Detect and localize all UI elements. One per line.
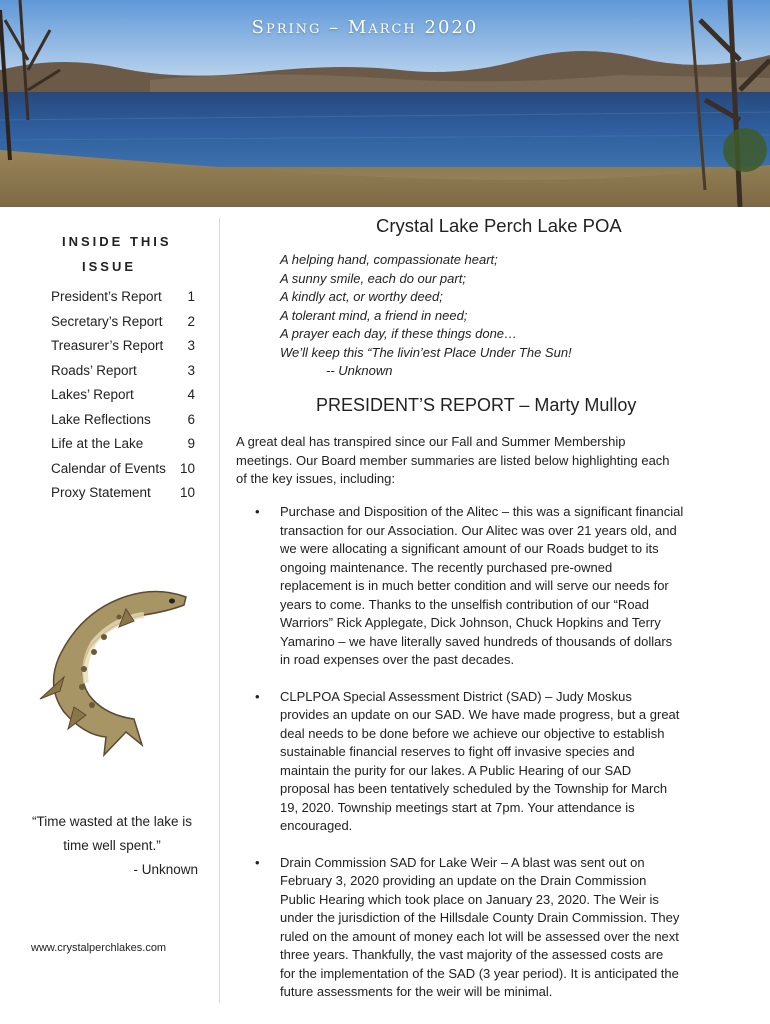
bullet-line: CLPLPOA Special Assessment District (SAD) – Judy Moskus: [280, 688, 632, 704]
report-title: PRESIDENT’S REPORT – Marty Mulloy: [316, 395, 637, 415]
bullet-line: ongoing maintenance. The recently purchased pre-owned: [280, 559, 613, 575]
toc-title: Secretary’s Report: [51, 313, 163, 329]
toc-page: 2: [187, 313, 195, 329]
toc-title: Proxy Statement: [51, 485, 151, 500]
website-url: www.crystalperchlakes.com: [31, 942, 167, 954]
toc-row: [51, 363, 201, 388]
bullet-dot-icon: •: [255, 854, 260, 870]
toc-row: [51, 485, 201, 510]
toc-row: [51, 461, 201, 486]
toc-title: Calendar of Events: [51, 460, 166, 476]
bullet-line: deal needs to be done before we achieve our objective to establish: [280, 725, 665, 741]
bullet-line: proposal has been tentatively scheduled by the Township for March: [280, 781, 668, 796]
bullet-line: years to come. Thanks to the unselfish contribution of our “Road: [280, 596, 650, 612]
toc-row: [51, 387, 201, 412]
bullet-line: for the implementation of the SAD (3 year period). It is anticipated the: [280, 965, 679, 981]
poem-line: We’ll keep this “The livin’est Place Under The Sun!: [280, 344, 572, 360]
bullet-line: transaction for our Association. Our Alitec was over 21 years old, and: [280, 522, 677, 538]
toc-title: Treasurer’s Report: [51, 338, 164, 353]
org-title: Crystal Lake Perch Lake POA: [376, 215, 622, 236]
bullet-line: ruled on the amount of money each lot will be assessed over the next: [280, 928, 679, 944]
pike-fish-illustration: [34, 587, 192, 759]
toc-title: Life at the Lake: [51, 436, 144, 451]
bullet-line: in road expenses over the past decades.: [280, 652, 515, 667]
inside-this-issue-heading: [62, 229, 212, 279]
poem: [280, 251, 572, 381]
bullet-line: three years. Thankfully, the vast majority of the assessed costs are: [280, 947, 664, 962]
toc-row: [51, 338, 201, 363]
toc-title: Roads’ Report: [51, 362, 137, 378]
poem-line: A sunny smile, each do our part;: [280, 270, 466, 286]
bullet-line: under the jurisdiction of the Hillsdale County Drain Commission. They: [280, 910, 680, 925]
sidebar: [0, 207, 220, 1024]
bullet-line: February 3, 2020 providing an update on the Drain Commission: [280, 873, 647, 888]
bullet-line: encouraged.: [280, 818, 353, 833]
table-of-contents: [51, 289, 201, 510]
toc-title: President’s Report: [51, 289, 162, 304]
bullet-item: [236, 688, 716, 836]
toc-row: [51, 289, 201, 314]
toc-page: 10: [179, 460, 195, 476]
poem-line: A tolerant mind, a friend in need;: [280, 307, 468, 323]
quote-line1: “Time wasted at the lake is: [31, 814, 193, 829]
bullet-line: maintain the purity for our lakes. A Public Hearing of our SAD: [280, 762, 632, 778]
bullet-line: replacement is in much better condition and will serve our needs for: [280, 578, 669, 593]
quote-line2: time well spent.”: [63, 838, 161, 853]
toc-page: 10: [179, 485, 195, 500]
toc-row: [51, 412, 201, 437]
bullet-dot-icon: •: [255, 688, 260, 704]
bullet-item: [236, 854, 716, 1002]
bullet-line: Purchase and Disposition of the Alitec – this was a significant financial: [280, 504, 684, 519]
bullet-item: [236, 503, 716, 670]
toc-page: 4: [187, 387, 195, 402]
toc-row: [51, 314, 201, 339]
report-intro: [236, 433, 716, 489]
poem-attribution: -- Unknown: [326, 363, 393, 378]
bullet-line: sustainable financial reserves to fight off invasive species and: [280, 744, 635, 759]
sidebar-quote: [24, 810, 200, 882]
intro-line: A great deal has transpired since our Fall and Summer Membership: [236, 434, 626, 449]
toc-page: 3: [187, 338, 195, 353]
intro-line: meetings. Our Board member summaries are listed below highlighting each: [236, 452, 670, 468]
quote-attribution: - Unknown: [133, 862, 198, 877]
toc-page: 9: [187, 436, 195, 451]
intro-line: of the key issues, including:: [236, 471, 395, 486]
toc-title: Lakes’ Report: [51, 387, 134, 402]
bullet-line: future assessments for the weir will be minimal.: [280, 984, 553, 999]
toc-title: Lake Reflections: [51, 411, 151, 427]
column-divider: [219, 218, 220, 1003]
report-bullets: [236, 503, 716, 1002]
toc-page: 6: [187, 411, 195, 427]
toc-page: 3: [187, 362, 195, 378]
bullet-line: 19, 2020. Township meetings start at 7pm. Your attendance is: [280, 799, 635, 815]
poem-line: A prayer each day, if these things done…: [280, 326, 518, 341]
lake-banner-photo: [0, 0, 770, 207]
bullet-line: Public Hearing which took place on January 23, 2020. The Weir is: [280, 891, 659, 907]
bullet-line: Drain Commission SAD for Lake Weir – A blast was sent out on: [280, 854, 645, 870]
poem-line: A helping hand, compassionate heart;: [280, 252, 498, 267]
toc-page: 1: [187, 289, 195, 304]
poem-line: A kindly act, or worthy deed;: [280, 289, 443, 304]
bullet-line: Warriors” Rick Applegate, Dick Johnson, Chuck Hopkins and Terry: [280, 615, 661, 630]
issue-title: Spring – March 2020: [251, 17, 479, 38]
bullet-line: we were allocating a significant amount of our Roads budget to its: [280, 541, 659, 556]
bullet-dot-icon: •: [255, 504, 260, 519]
inside-title-line2: ISSUE: [82, 259, 137, 274]
bullet-line: Yamarino – we have literally saved hundreds of thousands of dollars: [280, 633, 673, 649]
toc-row: [51, 436, 201, 461]
bullet-line: provides an update on our SAD. We have made progress, but a great: [280, 707, 680, 722]
inside-title-line1: INSIDE THIS: [62, 234, 172, 249]
